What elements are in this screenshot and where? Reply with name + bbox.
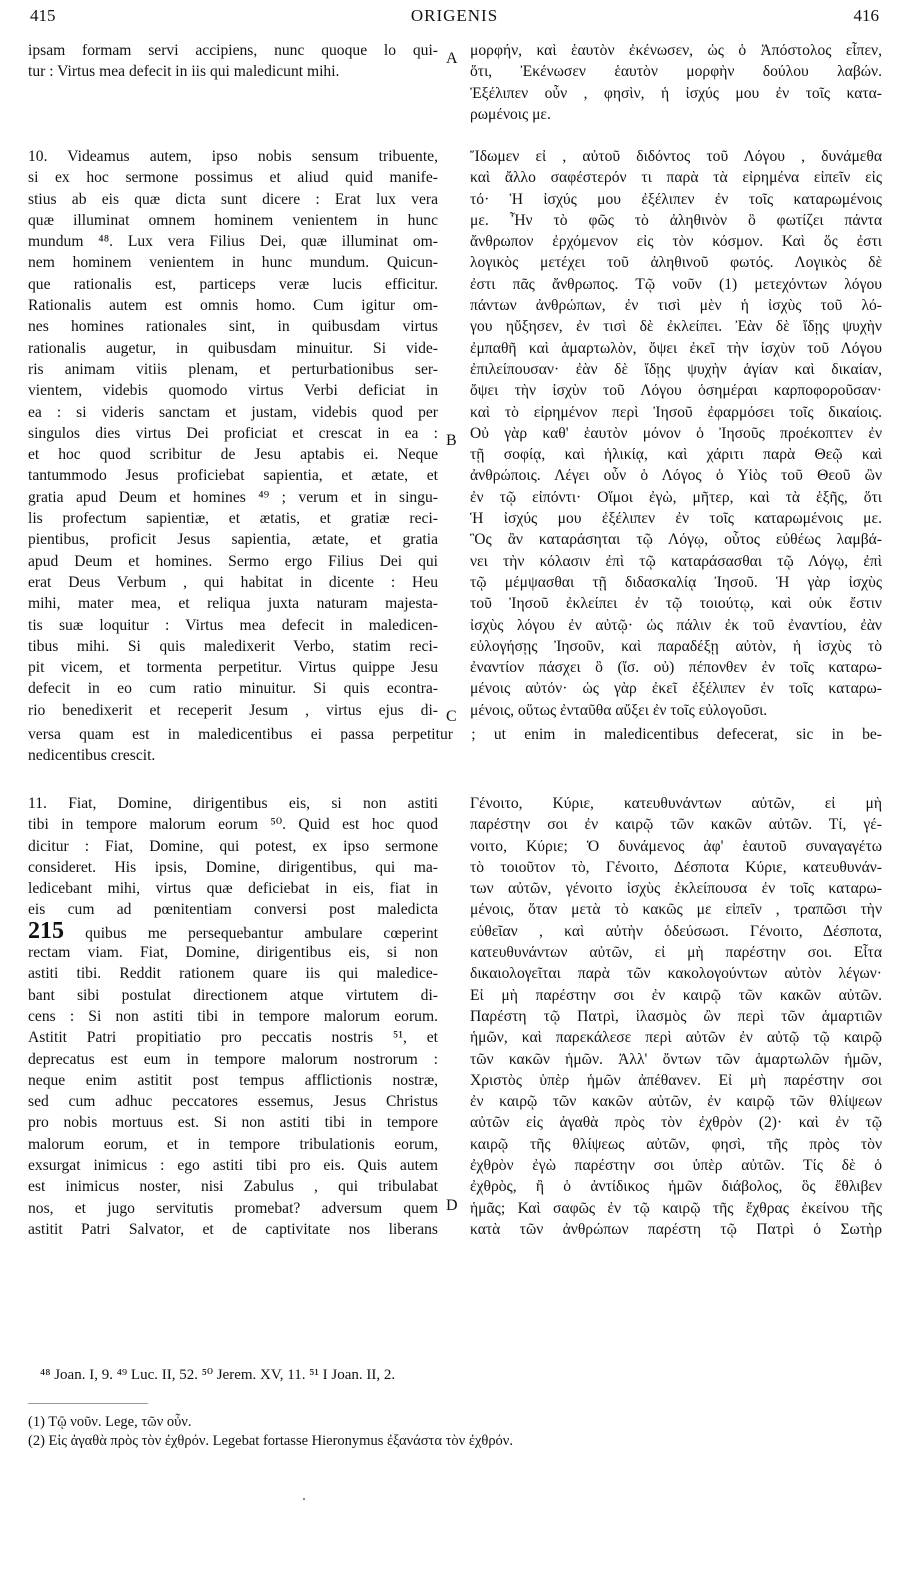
- text-line: ἐστι πᾶς ἄνθρωπος. Τῷ νοῦν (1) μετεχόντων λόγου: [470, 275, 882, 293]
- text-line: Ἴδωμεν εἰ , αὐτοῦ διδόντος τοῦ Λόγου , δυνάμεθα: [470, 148, 882, 165]
- text-line: τῇ σοφίᾳ, καὶ ἡλικίᾳ, καὶ χάριτι παρὰ Θεῷ καὶ: [470, 446, 882, 464]
- text-line: Rationalis autem est omnis homo. Cum igitur om-: [28, 297, 438, 315]
- text-line: τοῦ Ἰησοῦ ἐκλείπει ἐν τῷ τοιούτῳ, καὶ οὐκ ἔστιν: [470, 595, 882, 613]
- text-line: 11. Fiat, Domine, dirigentibus eis, si non astiti: [28, 795, 438, 812]
- text-line: λογικὸς μετέχει τοῦ ἀληθινοῦ φωτός. Λογικὸς δὲ: [470, 254, 882, 272]
- text-line: με. Ἦν τὸ φῶς τὸ ἀληθινὸν ὃ φωτίζει πάντα: [470, 211, 882, 229]
- text-line: tantummodo Jesus proficiebat sapientia, et ætate, et: [28, 467, 438, 485]
- margin-letter-a: A: [446, 50, 458, 67]
- text-line: ἐναντίον πάσχει ὃ (ἴσ. οὐ) πέπονθεν ἐν τοῖς καταρω-: [470, 659, 882, 677]
- text-line: μένοις αὐτόν· ὡς γὰρ ἐκεῖ ἐξέλιπεν ἐν τοῖς καταρω-: [470, 680, 882, 698]
- text-line: nem hominem venientem in hunc mundum. Quicun-: [28, 254, 438, 272]
- text-line: 10. Videamus autem, ipso nobis sensum tribuente,: [28, 148, 438, 165]
- text-line: tis suæ loquitur : Virtus mea defecit in maledicen-: [28, 616, 438, 634]
- text-line: Εἰ μὴ παρέστην σοι ἐν καιρῷ τῶν κακῶν αὐτῶν.: [470, 986, 882, 1004]
- margin-letter-c: C: [446, 708, 457, 725]
- text-line: ἐπιλείπουσαν· ἐὰν δὲ ἴδῃς ψυχὴν ἁγίαν καὶ δικαίαν,: [470, 360, 882, 378]
- latin-paragraph-10: [28, 146, 438, 721]
- text-line: ledicebant mihi, virtus quæ deficiebat in eis, fiat in: [28, 880, 438, 898]
- text-line: τό· Ἡ ἰσχύς μου ἐξέλιπεν ἐν τοῖς καταρωμένοις: [470, 190, 882, 208]
- text-line: astiti tibi. Reddit rationem quare iis qui maledice-: [28, 965, 438, 983]
- text-line: Γένοιτο, Κύριε, κατευθυνάντων αὐτῶν, εἰ μὴ: [470, 795, 882, 812]
- footnote-rule: [28, 1403, 148, 1404]
- text-line: gratia apud Deum et homines ⁴⁹ ; verum et in singu-: [28, 488, 438, 506]
- text-line: δικαιολογεῖται παρὰ τῶν κακολογούντων αὐτὸν λέγων·: [470, 965, 882, 983]
- text-line: defecit in eo cum ratio minuitur. Si quis econtra-: [28, 680, 438, 698]
- text-line: astitit Patri Salvator, et de captivitate nos liberans: [28, 1220, 438, 1238]
- text-line: mundum ⁴⁸. Lux vera Filius Dei, quæ illuminat om-: [28, 233, 438, 251]
- right-page-number: 416: [853, 6, 879, 25]
- text-line: μένοις, ὅταν μετὰ τὸ κακῶς με εἰπεῖν , τραπῶσι τὴν: [470, 901, 882, 919]
- greek-column-top: [470, 40, 882, 125]
- text-line: ἐν καιρῷ τῶν κακῶν αὐτῶν, ἐν καιρῷ τῶν θλίψεων: [470, 1093, 882, 1111]
- text-line: lis profectum sapientiæ, et ætatis, et gratiæ reci-: [28, 510, 438, 528]
- text-line: νει τὴν κόλασιν ἐπὶ τῷ καταράσασθαι τῷ Λόγῳ, ἐπὶ: [470, 552, 882, 570]
- text-line: ὄψει τὴν ἰσχὺν τοῦ Λόγου ὁσημέραι καρποφοροῦσαν·: [470, 382, 882, 400]
- text-line: rectam viam. Fiat, Domine, dirigentibus eis, si non: [28, 944, 438, 962]
- text-line: καὶ ἄλλο σαφέστερόν τι παρὰ τὰ εἰρημένα εἰπεῖν εἰς: [470, 169, 882, 187]
- text-line: eis cum ad pœnitentiam conversi post maledicta: [28, 901, 438, 919]
- text-line: παρέστην σοι ἐν καιρῷ τῶν κακῶν αὐτῶν. Τί, γέ-: [470, 816, 882, 834]
- running-header: [30, 6, 879, 34]
- text-line: nes homines rationales sint, in quibusdam virtus: [28, 318, 438, 336]
- text-line: consideret. His ipsis, Domine, dirigentibus, qui ma-: [28, 858, 438, 876]
- text-line: Χριστὸς ὑπὲρ ἡμῶν ἀπέθανεν. Εἰ μὴ παρέστην σοι: [470, 1071, 882, 1089]
- text-line: tur : Virtus mea defecit in iis qui maledicunt mihi.: [28, 63, 340, 81]
- page-marker: 215: [28, 920, 64, 943]
- text-line: exsurgat inimicus : ego astiti tibi pro eis. Quis autem: [28, 1157, 438, 1175]
- text-line: pientibus, proficit Jesus sapientia, ætate, et gratia: [28, 531, 438, 549]
- text-line: Ἐξέλιπεν οὖν , φησὶν, ἡ ἰσχύς μου ἐν τοῖς κατα-: [470, 84, 882, 102]
- text-line: apud Deum et homines. Sermo ergo Filius Dei qui: [28, 552, 438, 570]
- text-line: γου ηὔξησεν, ἐν τισὶ δὲ ἐκλείπει. Ἐὰν δὲ ἴδῃς ψυχὴν: [470, 318, 882, 336]
- text-line: εὐθεῖαν , καὶ αὐτὴν ὁδεύσωσι. Γένοιτο, Δέσποτα,: [470, 922, 882, 940]
- text-line: rationalis augetur, in quibusdam minuitur. Si vide-: [28, 339, 438, 357]
- text-line: malorum eorum, et in tempore tribulationis eorum,: [28, 1135, 438, 1153]
- text-line: καὶ τὸ εἰρημένον περὶ Ἰησοῦ ἐφαρμόσει τοῖς δικαίοις.: [470, 403, 882, 421]
- left-page-number: 415: [30, 6, 56, 25]
- text-line: vientem, videbis quomodo virtus Verbi deficiat in: [28, 382, 438, 400]
- scripture-references: ⁴⁸ Joan. I, 9. ⁴⁹ Luc. II, 52. ⁵⁰ Jerem. XV, 11. ⁵¹ I Joan. II, 2.: [40, 1367, 396, 1383]
- text-line: ἰσχὺς λόγου ἐν αὐτῷ· ὡς πάλιν ἐκ τοῦ ἐναντίου, ἐὰν: [470, 616, 882, 634]
- text-line: τῶν κακῶν ἡμῶν. Ἀλλ' ὄντων τῶν ἁμαρτωλῶν ἡμῶν,: [470, 1050, 882, 1068]
- text-line: μορφήν, καὶ ἑαυτὸν ἐκένωσεν, ὡς ὁ Ἀπόστολος εἶπεν,: [470, 42, 882, 59]
- text-line: rio benedixerit et receperit Jesum , virtus ejus di-: [28, 701, 438, 719]
- text-line: κατευθυνάντων αὐτῶν, εἰ μὴ παρέστην σοι. Εἶτα: [470, 944, 882, 962]
- text-line: ris animam vitiis plenam, et perturbationibus ser-: [28, 360, 438, 378]
- text-line: nedicentibus crescit.: [28, 747, 156, 764]
- text-line: tibi in tempore malorum eorum ⁵⁰. Quid est hoc quod: [28, 816, 438, 834]
- latin-column-top: [28, 40, 438, 83]
- text-line: mihi, mater mea, et reliqua juxta naturam majesta-: [28, 595, 438, 613]
- text-line: πάντων ἀνθρώπων, ἐν τισὶ μὲν ἡ ἰσχὺς τοῦ λό-: [470, 297, 882, 315]
- greek-paragraph-3: [470, 793, 882, 1240]
- text-line: ὅτι, Ἐκένωσεν ἑαυτὸν μορφὴν δούλου λαβών.: [470, 63, 882, 81]
- text-line: quæ illuminat omnem hominem venientem in hunc: [28, 211, 438, 229]
- footnote-1: (1) Τῷ νοῦν. Lege, τῶν οὖν.: [28, 1414, 192, 1430]
- text-line: ἡμῶν, καὶ παρεκάλεσε περὶ αὐτῶν ἐν αὐτῷ τῷ καιρῷ: [470, 1029, 882, 1047]
- text-line: nos, et jugo servitutis promebat? adversum quem: [28, 1199, 438, 1217]
- text-line: ἐχθρὸν ἐγὼ παρέστην σοι ὑπὲρ αὐτῶν. Τίς δὲ ὁ: [470, 1157, 882, 1175]
- text-line: μένοις, οὕτως ἐνταῦθα αὔξει ἐν τοῖς εὐλογοῦσι.: [470, 701, 768, 719]
- text-line: Ὃς ἂν καταράσηται τῷ Λόγῳ, οὗτος εὐθέως λαμβά-: [470, 531, 882, 549]
- footnote-2: (2) Εἰς ἀγαθὰ πρὸς τὸν ἐχθρόν. Legebat fortasse Hieronymus ἐξανάστα τὸν ἐχθρόν.: [28, 1433, 513, 1449]
- text-line: neque enim astitit post tempus afflictionis nostræ,: [28, 1071, 438, 1089]
- text-line: τῷ μέμψασθαι τῇ διδασκαλίᾳ Ἰησοῦ. Ἡ γὰρ ἰσχὺς: [470, 573, 882, 591]
- latin-paragraph-10-end: [28, 745, 438, 766]
- margin-letter-d: D: [446, 1197, 458, 1214]
- text-line: ἄνθρωπον ἐρχόμενον εἰς τὸν κόσμον. Καὶ ὅς ἐστι: [470, 233, 882, 251]
- text-line: Οὐ γὰρ καθ' ἑαυτὸν μόνον ὁ Ἰησοῦς προέκοπτεν ἐν: [470, 424, 882, 442]
- text-line: ἀνθρώποις. Λέγει οὖν ὁ Λόγος ὁ Υἱὸς τοῦ Θεοῦ ὢν: [470, 467, 882, 485]
- text-line: si ex hoc sermone possimus et aliud quid manife-: [28, 169, 438, 187]
- greek-paragraph-2: [470, 146, 882, 721]
- latin-paragraph-11: [28, 793, 438, 1240]
- text-line: νοιτο, Κύριε; Ὁ δυνάμενος ἀφ' ἑαυτοῦ συναγαγέτω: [470, 837, 882, 855]
- text-line: Astitit Patri propitiatio pro peccatis nostris ⁵¹, et: [28, 1029, 438, 1047]
- text-line: bant sibi postulat directionem atque virtutem di-: [28, 986, 438, 1004]
- text-line: pro nobis mortuus est. Si non astiti tibi in tempore: [28, 1114, 438, 1132]
- margin-letter-b: B: [446, 432, 457, 449]
- text-line: καιρῷ τῆς θλίψεως αὐτῶν, φησὶ, τῆς πρὸς τὸν: [470, 1135, 882, 1153]
- text-line: est inimicus noster, nisi Zabulus , qui tribulabat: [28, 1178, 438, 1196]
- text-line: ipsam formam servi accipiens, nunc quoque lo qui-: [28, 42, 438, 59]
- text-line: sed cum adhuc peccatores essemus, Jesus Christus: [28, 1093, 438, 1111]
- text-line: et hoc quod scribitur de Jesu aptabis ei. Neque: [28, 446, 438, 464]
- text-line: Ἡ ἰσχύς μου ἐξέλιπεν ἐν τοῖς καταρωμένοις με.: [470, 510, 882, 528]
- text-line: ἐχθρὸς, ἢ ὁ ἀντίδικος ἡμῶν διάβολος, ὃς ἔθλιβεν: [470, 1178, 882, 1196]
- text-line: ἐμπαθῆ καὶ ἁμαρτωλὸν, ὄψει ἐκεῖ τὴν ἰσχὺν τοῦ Λόγου: [470, 339, 882, 357]
- text-line: cens : Si non astiti tibi in tempore malorum eorum.: [28, 1007, 438, 1025]
- text-line: Παρέστη τῷ Πατρὶ, ἱλασμὸς ὢν περὶ τῶν ἁμαρτιῶν: [470, 1007, 882, 1025]
- text-line-content: quibus me persequebantur ambulare cœperint: [85, 924, 438, 942]
- text-line: τὸ τοιοῦτον τὸ, Γένοιτο, Δέσποτα Κύριε, κατευθυνάν-: [470, 858, 882, 876]
- text-line: stius ab eis quæ dicta sunt dicere : Erat lux vera: [28, 190, 438, 208]
- text-line: dicitur : Fiat, Domine, qui potest, ex ipso sermone: [28, 837, 438, 855]
- text-line: deprecatus est eum in tempore malorum nostrorum :: [28, 1050, 438, 1068]
- text-line: ρωμένοις με.: [470, 105, 551, 123]
- text-line: [28, 921, 438, 942]
- text-line: κατὰ τῶν ἀνθρώπων παρέστη τῷ Πατρὶ ὁ Σωτὴρ: [470, 1220, 882, 1238]
- text-line: των αὐτῶν, γένοιτο ἰσχὺς ἐκλείπουσα ἐν τοῖς καταρω-: [470, 880, 882, 898]
- text-line: ἡμᾶς; Καὶ σαφῶς ἐν τῷ καιρῷ τῆς ἔχθρας ἐκείνου τῆς: [470, 1199, 882, 1217]
- text-line: ἐν τῷ εἰπόντι· Οἴμοι ἐγὼ, μῆτερ, καὶ τὰ ἑξῆς, ὅτι: [470, 488, 882, 506]
- text-line: tibus mihi. Si quis maledixerit Verbo, statim reci-: [28, 637, 438, 655]
- text-line: erat Deus Verbum , qui habitat in dicente : Heu: [28, 573, 438, 591]
- text-line: αὐτῶν εἰς ἀγαθὰ πρὸς τὸν ἐχθρὸν (2)· καὶ ἐν τῷ: [470, 1114, 882, 1132]
- spanning-line: versa quam est in maledicentibus ei passa perpetitur ; ut enim in maledicentibus defecerat, sic in be-: [28, 726, 882, 743]
- text-line: singulos dies virtus Dei proficiat et crescat in ea :: [28, 424, 438, 442]
- text-line: pit vicem, et tormenta perpetitur. Virtus quippe Jesu: [28, 659, 438, 677]
- text-line: εὐλογήσῃς Ἰησοῦν, καὶ παραδέξῃ αὐτὸν, ἡ ἰσχὺς τὸ: [470, 637, 882, 655]
- print-speck: [303, 1498, 305, 1500]
- text-line: que rationalis est, particeps veræ lucis efficitur.: [28, 275, 438, 293]
- text-line: ea : si videris sanctam et justam, videbis quod per: [28, 403, 438, 421]
- running-title: ORIGENIS: [410, 6, 499, 25]
